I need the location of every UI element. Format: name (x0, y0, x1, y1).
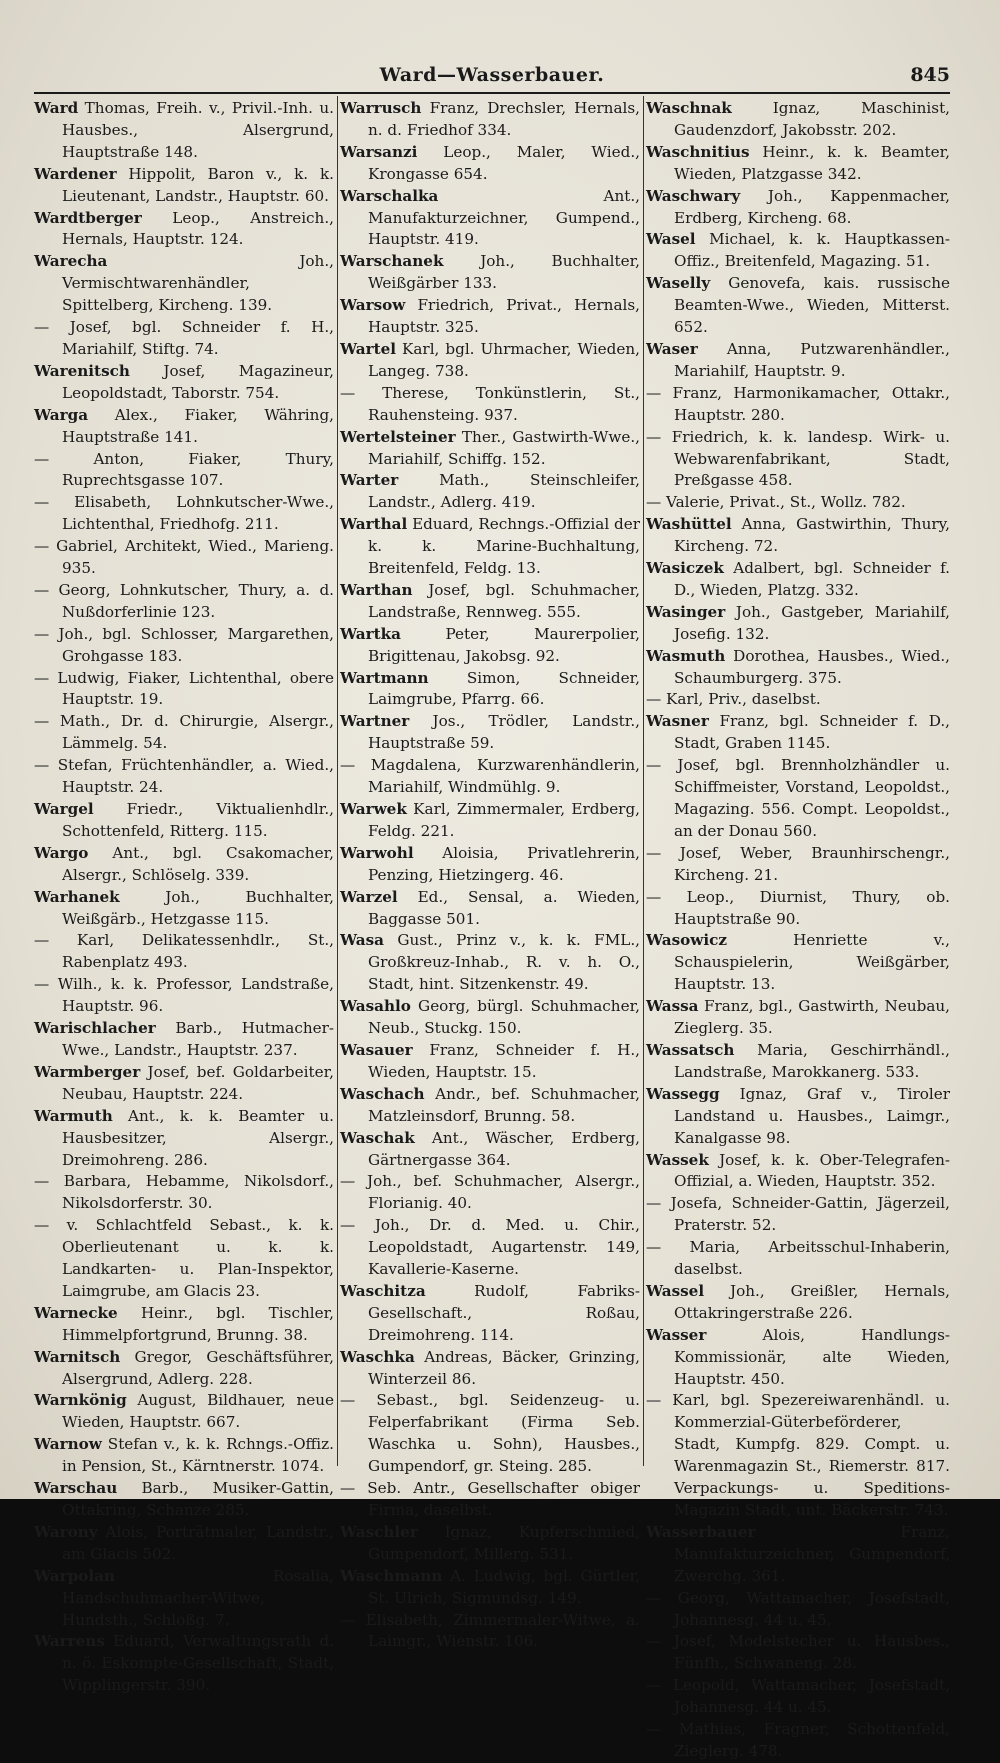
entry-details: Ed., Sensal, a. Wieden, Baggasse 501. (368, 887, 640, 928)
directory-entry (646, 492, 950, 514)
directory-entry (340, 1610, 640, 1654)
directory-entry (34, 711, 334, 755)
entry-details: Dorothea, Hausbes., Wied., Schaumburgerg. 375. (674, 646, 950, 687)
entry-details: Genovefa, kais. russische Beamten-Wwe., Wieden, Mitterst. 652. (674, 274, 950, 337)
entry-details: Heinr., k. k. Beamter, Wieden, Platzgasse 342. (674, 142, 950, 183)
page-header (34, 60, 950, 94)
directory-entry (646, 602, 950, 646)
entry-details: Jos., Trödler, Landstr., Hauptstraße 59. (368, 712, 640, 753)
entry-surname: Wassel (646, 1281, 705, 1300)
entry-details: — Barbara, Hebamme, Nikolsdorf., Nikolsdorferstr. 30. (34, 1172, 334, 1213)
entry-details: Joh., Kappenmacher, Erdberg, Kircheng. 68. (674, 186, 950, 227)
entry-details: — Josef, bgl. Brennholzhändler u. Schiffmeister, Vorstand, Leopoldst., Magazing. 556. Compt. Leopoldst., an der Donau 560. (646, 756, 950, 840)
entry-details: — Anton, Fiaker, Thury, Ruprechtsgasse 107. (34, 449, 334, 490)
entry-surname: Warrusch (340, 99, 422, 117)
entry-details: Michael, k. k. Hauptkassen-Offiz., Breitenfeld, Magazing. 51. (674, 230, 950, 271)
entry-surname: Wasahlo (340, 997, 411, 1016)
directory-entry (646, 711, 950, 755)
entry-surname: Wassek (646, 1150, 709, 1169)
entry-surname: Waschwary (646, 186, 741, 205)
entry-details: Josef, k. k. Ober-Telegrafen-Offizial, a. Wieden, Hauptstr. 352. (674, 1150, 950, 1191)
directory-entry (340, 1390, 640, 1478)
directory-entry (34, 492, 334, 536)
entry-surname: Warthal (340, 515, 408, 534)
entry-details: — Elisabeth, Lohnkutscher-Wwe., Lichtenthal, Friedhofg. 211. (34, 493, 334, 534)
entry-details: — Josefa, Schneider-Gattin, Jägerzeil, Praterstr. 52. (646, 1194, 950, 1235)
directory-entry (646, 273, 950, 339)
directory-entry (340, 580, 640, 624)
directory-entry (340, 668, 640, 712)
directory-entry (646, 1281, 950, 1325)
directory-entry (340, 996, 640, 1040)
entry-details: Ant., Wäscher, Erdberg, Gärtnergasse 364. (368, 1128, 640, 1169)
entry-details: — Wilh., k. k. Professor, Landstraße, Hauptstr. 96. (34, 975, 334, 1016)
entry-details: Henriette v., Schauspielerin, Weißgärber, Hauptstr. 13. (674, 931, 950, 994)
entry-surname: Warmuth (34, 1106, 113, 1125)
directory-entry (340, 843, 640, 887)
entry-surname: Waschitza (340, 1281, 426, 1300)
entry-details: Leop., Maler, Wied., Krongasse 654. (368, 142, 640, 183)
entry-details: Rudolf, Fabriks-Gesellschaft., Roßau, Dreimohreng. 114. (368, 1281, 640, 1344)
entry-surname: Wartel (340, 339, 397, 358)
directory-entry (340, 186, 640, 252)
directory-entry (340, 142, 640, 186)
entry-details: Ant., k. k. Beamter u. Hausbesitzer, Alsergr., Dreimohreng. 286. (62, 1106, 334, 1169)
entry-surname: Waselly (646, 274, 711, 293)
entry-surname: Wasserbauer (646, 1522, 756, 1541)
entry-surname: Wassatsch (646, 1040, 735, 1059)
entry-details: Math., Steinschleifer, Landstr., Adlerg. 419. (368, 471, 640, 512)
entry-details: Stefan v., k. k. Rchngs.-Offiz. in Pension, St., Kärntnerstr. 1074. (62, 1435, 334, 1476)
entry-surname: Warschau (34, 1479, 118, 1498)
column-2 (340, 98, 640, 1651)
directory-entry (34, 668, 334, 712)
directory-entry (646, 843, 950, 887)
directory-entry (34, 887, 334, 931)
entry-surname: Wasser (646, 1325, 707, 1344)
directory-entry (340, 1128, 640, 1172)
entry-surname: Wasner (646, 712, 709, 731)
entry-surname: Warga (34, 405, 89, 424)
entry-details: Barb., Musiker-Gattin, Ottakring, Schanze 285. (62, 1479, 334, 1519)
entry-surname: Warischlacher (34, 1019, 156, 1038)
directory-entry (340, 383, 640, 427)
entry-surname: Wartka (340, 624, 401, 643)
entry-surname: Warnitsch (34, 1347, 121, 1366)
directory-entry (646, 1631, 950, 1675)
directory-entry (646, 383, 950, 427)
entry-surname: Waser (646, 339, 698, 358)
entry-surname: Wasel (646, 230, 696, 249)
directory-entry (646, 887, 950, 931)
entry-details: Anna, Putzwarenhändler., Mariahilf, Hauptstr. 9. (674, 339, 950, 380)
directory-entry (34, 1215, 334, 1303)
entry-details: — Sebast., bgl. Seidenzeug- u. Felperfabrikant (Firma Seb. Waschka u. Sohn), Hausbes., Gumpendorf, gr. Steing. 285. (340, 1391, 640, 1476)
directory-entry (34, 974, 334, 1018)
entry-details: — Josef, Modelstecher u. Hausbes., Fünfh., Schwaneng. 28. (646, 1632, 950, 1673)
entry-details: — Valerie, Privat., St., Wollz. 782. (646, 493, 906, 512)
entry-details: Heinr., bgl. Tischler, Himmelpfortgrund, Brunng. 38. (62, 1303, 334, 1344)
column-1 (34, 98, 334, 1695)
directory-entry (340, 1040, 640, 1084)
directory-entry (340, 251, 640, 295)
entry-surname: Warschanek (340, 252, 444, 271)
directory-entry (340, 98, 640, 142)
entry-details: August, Bildhauer, neue Wieden, Hauptstr. 667. (62, 1391, 334, 1432)
directory-entry (340, 1084, 640, 1128)
directory-entry (646, 1675, 950, 1719)
entry-details: Gust., Prinz v., k. k. FML., Großkreuz-Inhab., R. v. h. O., Stadt, hint. Sitzenkenstr. 49. (368, 931, 640, 994)
directory-entry (34, 1018, 334, 1062)
entry-details: — Joh., Dr. d. Med. u. Chir., Leopoldstadt, Augartenstr. 149, Kavallerie-Kaserne. (340, 1216, 640, 1279)
entry-details: Franz, Schneider f. H., Wieden, Hauptstr. 15. (368, 1040, 640, 1081)
directory-entry (340, 755, 640, 799)
directory-entry (646, 1237, 950, 1281)
entry-details: — Elisabeth, Zimmermaler-Witwe, a. Laimgr., Wienstr. 106. (340, 1610, 640, 1651)
directory-entry (34, 251, 334, 317)
entry-details: Ther., Gastwirth-Wwe., Mariahilf, Schiffg. 152. (368, 427, 640, 468)
directory-entry (646, 689, 950, 711)
entry-details: — Therese, Tonkünstlerin, St., Rauhensteing. 937. (340, 383, 640, 424)
entry-surname: Warthan (340, 580, 413, 599)
directory-entry (646, 186, 950, 230)
entry-surname: Waschnak (646, 99, 732, 117)
entry-details: Franz, bgl. Schneider f. D., Stadt, Graben 1145. (674, 712, 950, 753)
entry-details: Joh., Vermischtwarenhändler, Spittelberg, Kircheng. 139. (62, 252, 334, 315)
directory-entry (34, 1347, 334, 1391)
directory-entry (646, 930, 950, 996)
entry-details: Josef, Magazineur, Leopoldstadt, Taborstr. 754. (62, 361, 334, 402)
entry-details: — Magdalena, Kurzwarenhändlerin, Mariahilf, Windmühlg. 9. (340, 756, 640, 797)
entry-details: Joh., Gastgeber, Mariahilf, Josefig. 132. (674, 602, 950, 643)
entry-surname: Warsanzi (340, 142, 418, 161)
entry-surname: Warmberger (34, 1062, 141, 1081)
directory-entry (34, 405, 334, 449)
entry-details: Leop., Anstreich., Hernals, Hauptstr. 124. (62, 208, 334, 249)
directory-entry (340, 295, 640, 339)
directory-entry (34, 580, 334, 624)
directory-entry (340, 1281, 640, 1347)
directory-entry (34, 536, 334, 580)
directory-entry (340, 1478, 640, 1522)
entry-surname: Warnow (34, 1435, 102, 1454)
entry-surname: Wargel (34, 800, 94, 818)
directory-entry (646, 646, 950, 690)
entry-details: Andreas, Bäcker, Grinzing, Winterzeil 86. (368, 1347, 640, 1388)
directory-entry (34, 1566, 334, 1632)
entry-details: Ant., Manufakturzeichner, Gumpend., Hauptstr. 419. (368, 186, 640, 249)
directory-entry (34, 1303, 334, 1347)
directory-entry (340, 624, 640, 668)
entry-details: Josef, bef. Goldarbeiter, Neubau, Hauptstr. 224. (62, 1062, 334, 1103)
directory-entry (340, 470, 640, 514)
entry-details: — Leopold, Wattamacher, Josefstadt, Johannesg. 44 u. 45. (646, 1676, 950, 1717)
entry-details: — Maria, Arbeitsschul-Inhaberin, daselbst. (646, 1238, 950, 1279)
entry-details: — Math., Dr. d. Chirurgie, Alsergr., Lämmelg. 54. (34, 712, 334, 753)
directory-entry (34, 1522, 334, 1566)
directory-entry (340, 1566, 640, 1610)
directory-entry (34, 164, 334, 208)
entry-surname: Warnecke (34, 1303, 118, 1322)
entry-surname: Wasinger (646, 602, 726, 621)
entry-surname: Warschalka (340, 186, 439, 205)
entry-surname: Wardener (34, 164, 117, 183)
entry-surname: Wertelsteiner (340, 427, 456, 446)
entry-details: Friedrich, Privat., Hernals, Hauptstr. 325. (368, 296, 640, 337)
directory-entry (340, 799, 640, 843)
entry-details: Eduard, Verwaltungsrath d. n. ö. Eskompte-Gesellschaft, Stadt, Wipplingerstr. 390. (62, 1632, 334, 1695)
entry-surname: Wasmuth (646, 646, 726, 665)
entry-surname: Wasiczek (646, 559, 724, 578)
entry-surname: Waschach (340, 1084, 425, 1103)
directory-entry (646, 98, 950, 142)
entry-surname: Waschler (340, 1522, 418, 1541)
entry-details: Franz, Manufakturzeichner, Gumpendorf, Zwerchg. 361. (674, 1522, 950, 1585)
column-divider (337, 96, 338, 1466)
directory-entry (340, 887, 640, 931)
entry-surname: Warhanek (34, 887, 120, 906)
entry-surname: Wardtberger (34, 208, 142, 227)
entry-details: — Josef, Weber, Braunhirschengr., Kircheng. 21. (646, 843, 950, 884)
directory-entry (34, 755, 334, 799)
entry-surname: Warwohl (340, 843, 414, 862)
directory-entry (340, 930, 640, 996)
entry-surname: Warenitsch (34, 361, 130, 380)
directory-entry (340, 1171, 640, 1215)
entry-details: Joh., Greißler, Hernals, Ottakringerstraße 226. (674, 1281, 950, 1322)
entry-details: Franz, bgl., Gastwirth, Neubau, Zieglerg. 35. (674, 997, 950, 1038)
entry-surname: Ward (34, 99, 79, 117)
directory-entry (34, 1062, 334, 1106)
directory-entry (646, 229, 950, 273)
entry-surname: Warpolan (34, 1566, 115, 1585)
directory-entry (646, 339, 950, 383)
entry-details: — v. Schlachtfeld Sebast., k. k. Oberlieutenant u. k. k. Landkarten- u. Plan-Inspektor, Laimgrube, am Glacis 23. (34, 1216, 334, 1300)
entry-details: Karl, Zimmermaler, Erdberg, Feldg. 221. (368, 800, 640, 840)
entry-details: Gregor, Geschäftsführer, Alsergrund, Adlerg. 228. (62, 1347, 334, 1388)
entry-details: Franz, Drechsler, Hernals, n. d. Friedhof 334. (368, 99, 640, 139)
entry-surname: Warwek (340, 800, 407, 818)
entry-surname: Washüttel (646, 515, 732, 534)
directory-entry (340, 1522, 640, 1566)
directory-entry (34, 449, 334, 493)
entry-details: Rosalia, Handschuhmacher-Witwe, Hundsth., Schloßg. 7. (62, 1566, 334, 1629)
entry-surname: Warsow (340, 296, 406, 315)
entry-details: Simon, Schneider, Laimgrube, Pfarrg. 66. (368, 668, 640, 709)
entry-details: Josef, bgl. Schuhmacher, Landstraße, Rennweg. 555. (368, 580, 640, 621)
entry-details: — Josef, bgl. Schneider f. H., Mariahilf, Stiftg. 74. (34, 318, 334, 358)
entry-surname: Waschnitius (646, 142, 750, 161)
entry-details: — Georg, Lohnkutscher, Thury, a. d. Nußdorferlinie 123. (34, 580, 334, 621)
entry-surname: Wartner (340, 712, 410, 731)
entry-surname: Warrens (34, 1632, 105, 1651)
directory-entry (646, 1522, 950, 1588)
entry-details: Ignaz, Graf v., Tiroler Landstand u. Hausbes., Laimgr., Kanalgasse 98. (674, 1084, 950, 1147)
directory-entry (34, 98, 334, 164)
column-3 (646, 98, 950, 1760)
directory-entry (646, 996, 950, 1040)
entry-details: Joh., Buchhalter, Weißgärber 133. (368, 252, 640, 293)
directory-entry (646, 1084, 950, 1150)
directory-entry (646, 1193, 950, 1237)
entry-details: Anna, Gastwirthin, Thury, Kircheng. 72. (674, 515, 950, 556)
directory-entry (34, 1171, 334, 1215)
entry-details: Eduard, Rechngs.-Offizial der k. k. Marine-Buchhaltung, Breitenfeld, Feldg. 13. (368, 515, 640, 578)
directory-entry (34, 624, 334, 668)
entry-surname: Wassegg (646, 1084, 720, 1103)
directory-entry (646, 1040, 950, 1084)
directory-entry (34, 1631, 334, 1697)
entry-surname: Wasauer (340, 1040, 413, 1059)
directory-entry (34, 361, 334, 405)
directory-entry (646, 514, 950, 558)
directory-entry (34, 1106, 334, 1172)
entry-surname: Warter (340, 471, 399, 490)
directory-entry (646, 1588, 950, 1632)
entry-details: — Joh., bgl. Schlosser, Margarethen, Grohgasse 183. (34, 624, 334, 665)
entry-details: Ignaz, Maschinist, Gaudenzdorf, Jakobsstr. 202. (674, 99, 950, 139)
entry-surname: Wassa (646, 997, 699, 1016)
entry-surname: Warzel (340, 887, 398, 906)
entry-details: — Gabriel, Architekt, Wied., Marieng. 935. (34, 537, 334, 578)
entry-details: Hippolit, Baron v., k. k. Lieutenant, Landstr., Hauptstr. 60. (62, 164, 334, 205)
entry-surname: Waschka (340, 1347, 415, 1366)
entry-details: Thomas, Freih. v., Privil.-Inh. u. Hausbes., Alsergrund, Hauptstraße 148. (62, 99, 334, 161)
entry-surname: Wargo (34, 843, 89, 862)
running-title: Ward—Wasserbauer. (379, 64, 605, 86)
entry-details: Ant., bgl. Csakomacher, Alsergr., Schlöselg. 339. (62, 843, 334, 884)
entry-details: Peter, Maurerpolier, Brigittenau, Jakobsg. 92. (368, 624, 640, 665)
entry-details: — Mathias, Fragner, Schottenfeld, Zieglerg. 478. (646, 1720, 950, 1760)
directory-entry (340, 339, 640, 383)
entry-details: Adalbert, bgl. Schneider f. D., Wieden, Platzg. 332. (674, 559, 950, 599)
entry-surname: Waschak (340, 1128, 415, 1147)
directory-entry (646, 427, 950, 493)
directory-entry (646, 755, 950, 843)
entry-details: — Joh., bef. Schuhmacher, Alsergr., Florianig. 40. (340, 1172, 640, 1213)
entry-details: Maria, Geschirrhändl., Landstraße, Marokkanerg. 533. (674, 1040, 950, 1081)
directory-entry (646, 1325, 950, 1391)
directory-entry (340, 427, 640, 471)
directory-entry (646, 558, 950, 602)
entry-details: Barb., Hutmacher-Wwe., Landstr., Hauptstr. 237. (62, 1019, 334, 1059)
entry-surname: Waschmann (340, 1566, 443, 1585)
entry-details: — Georg, Wattamacher, Josefstadt, Johannesg. 44 u. 45. (646, 1588, 950, 1629)
entry-surname: Wasowicz (646, 931, 727, 950)
directory-entry (646, 1150, 950, 1194)
entry-details: — Karl, Delikatessenhdlr., St., Rabenplatz 493. (34, 931, 334, 972)
directory-entry (34, 930, 334, 974)
entry-surname: Wartmann (340, 668, 429, 687)
page-number: 845 (910, 64, 950, 86)
entry-surname: Warnkönig (34, 1391, 127, 1410)
entry-details: A. Ludwig, bgl. Gürtler, St. Ulrich, Sigmundsg. 149. (368, 1566, 640, 1607)
entry-details: — Leop., Diurnist, Thury, ob. Hauptstraße 90. (646, 887, 950, 928)
directory-entry (340, 711, 640, 755)
directory-entry (646, 1719, 950, 1763)
entry-details: Alex., Fiaker, Währing, Hauptstraße 141. (62, 405, 334, 446)
entry-surname: Wasa (340, 931, 384, 950)
entry-details: Karl, bgl. Uhrmacher, Wieden, Langeg. 738. (368, 339, 640, 380)
directory-entry (34, 799, 334, 843)
directory-entry (34, 1390, 334, 1434)
column-divider (643, 96, 644, 1466)
directory-entry (34, 1478, 334, 1522)
directory-entry (340, 1215, 640, 1281)
entry-details: Andr., bef. Schuhmacher, Matzleinsdorf, Brunng. 58. (368, 1084, 640, 1125)
entry-details: Alois, Handlungs-Kommissionär, alte Wieden, Hauptstr. 450. (674, 1325, 950, 1388)
directory-entry (34, 208, 334, 252)
entry-details: — Stefan, Früchtenhändler, a. Wied., Hauptstr. 24. (34, 756, 334, 797)
directory-entry (340, 1347, 640, 1391)
entry-details: Joh., Buchhalter, Weißgärb., Hetzgasse 115. (62, 887, 334, 928)
directory-entry (34, 317, 334, 361)
directory-entry (340, 514, 640, 580)
entry-surname: Warecha (34, 252, 108, 271)
entry-details: — Friedrich, k. k. landesp. Wirk- u. Webwarenfabrikant, Stadt, Preßgasse 458. (646, 427, 950, 490)
entry-details: — Ludwig, Fiaker, Lichtenthal, obere Hauptstr. 19. (34, 668, 334, 709)
directory-entry (34, 1434, 334, 1478)
entry-details: — Seb. Antr., Gesellschafter obiger Firma, daselbst. (340, 1479, 640, 1519)
directory-entry (34, 843, 334, 887)
entry-details: — Franz, Harmonikamacher, Ottakr., Hauptstr. 280. (646, 383, 950, 424)
entry-details: Aloisia, Privatlehrerin, Penzing, Hietzingerg. 46. (368, 843, 640, 884)
entry-surname: Warony (34, 1522, 98, 1541)
entry-details: Ignaz, Kupferschmied, Gumpendorf, Millerg. 531. (368, 1522, 640, 1563)
entry-details: — Karl, bgl. Spezereiwarenhändl. u. Kommerzial-Güterbeförderer, Stadt, Kumpfg. 829. Compt. u. Warenmagazin St., Riemerstr. 817. Verpackungs- u. Speditions-Magazin Stadt, unt. Bäckerstr. 743. (646, 1391, 950, 1519)
entry-details: Alois, Porträtmaler, Landstr., am Glacis 502. (62, 1522, 334, 1563)
directory-entry (646, 1390, 950, 1521)
entry-details: — Karl, Priv., daselbst. (646, 690, 821, 709)
entry-details: Friedr., Viktualienhdlr., Schottenfeld, Ritterg. 115. (62, 800, 334, 840)
entry-details: Georg, bürgl. Schuhmacher, Neub., Stuckg. 150. (368, 997, 640, 1038)
directory-entry (646, 142, 950, 186)
